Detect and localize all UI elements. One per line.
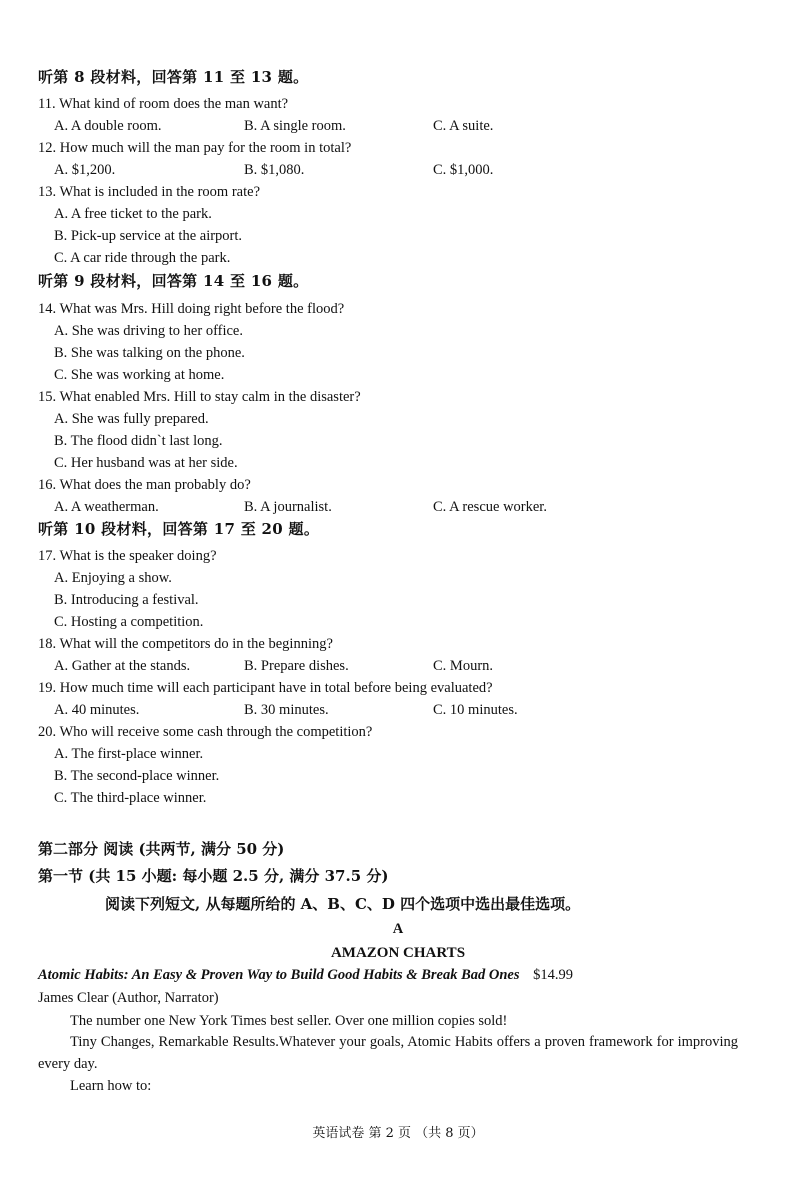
option-a: A. A double room. — [54, 118, 162, 134]
paragraph-2: Tiny Changes, Remarkable Results.Whatever your goals, Atomic Habits offers a proven framework for improving every day. — [38, 1034, 738, 1072]
option-c: C. 10 minutes. — [433, 702, 518, 718]
book-price: $14.99 — [533, 967, 573, 983]
option-b: B. She was talking on the phone. — [54, 345, 245, 361]
option-a: A. She was driving to her office. — [54, 323, 243, 339]
part-2-subtitle: 第一节 (共 15 小题: 每小题 2.5 分, 满分 37.5 分) — [38, 867, 389, 885]
option-a: A. A weatherman. — [54, 499, 159, 515]
passage-letter: A — [392, 921, 404, 937]
exam-page — [38, 0, 758, 1181]
section-9-heading: 听第 9 段材料，回答第 14 至 16 题。 — [38, 272, 309, 290]
question-18: 18. What will the competitors do in the beginning? — [38, 636, 333, 652]
book-author: James Clear (Author, Narrator) — [38, 990, 219, 1006]
option-a: A. She was fully prepared. — [54, 411, 209, 427]
question-11-options — [54, 117, 754, 135]
option-c: C. She was working at home. — [54, 367, 225, 383]
question-19-options — [54, 701, 754, 719]
option-b: B. A journalist. — [244, 499, 332, 515]
option-a: A. The first-place winner. — [54, 746, 204, 762]
option-b: B. $1,080. — [244, 162, 305, 178]
option-b: B. Prepare dishes. — [244, 658, 349, 674]
section-8-heading: 听第 8 段材料，回答第 11 至 13 题。 — [38, 68, 309, 86]
book-title: Atomic Habits: An Easy & Proven Way to Build Good Habits & Break Bad Ones — [38, 967, 520, 983]
option-c: C. Hosting a competition. — [54, 614, 204, 630]
paragraph-3: Learn how to: — [70, 1078, 152, 1094]
option-c: C. The third-place winner. — [54, 790, 207, 806]
option-c: C. A suite. — [433, 118, 494, 134]
question-16: 16. What does the man probably do? — [38, 477, 251, 493]
book-entry — [38, 966, 573, 984]
question-16-options — [54, 498, 754, 516]
option-a: A. $1,200. — [54, 162, 116, 178]
option-a: A. Gather at the stands. — [54, 658, 191, 674]
question-13: 13. What is included in the room rate? — [38, 184, 261, 200]
option-b: B. The second-place winner. — [54, 768, 220, 784]
part-2-title: 第二部分 阅读 (共两节, 满分 50 分) — [38, 840, 285, 858]
question-17: 17. What is the speaker doing? — [38, 548, 217, 564]
option-a: A. A free ticket to the park. — [54, 206, 212, 222]
option-b: B. 30 minutes. — [244, 702, 329, 718]
question-11: 11. What kind of room does the man want? — [38, 96, 289, 112]
option-b: B. Introducing a festival. — [54, 592, 199, 608]
question-18-options — [54, 657, 754, 675]
option-b: B. The flood didn`t last long. — [54, 433, 223, 449]
passage-title: AMAZON CHARTS — [330, 945, 466, 961]
option-c: C. Mourn. — [433, 658, 494, 674]
paragraph-1: The number one New York Times best seller. Over one million copies sold! — [70, 1013, 508, 1029]
question-12: 12. How much will the man pay for the room in total? — [38, 140, 352, 156]
option-c: C. A car ride through the park. — [54, 250, 231, 266]
question-12-options — [54, 161, 754, 179]
question-20: 20. Who will receive some cash through the competition? — [38, 724, 373, 740]
question-15: 15. What enabled Mrs. Hill to stay calm in the disaster? — [38, 389, 361, 405]
option-c: C. Her husband was at her side. — [54, 455, 238, 471]
option-c: C. $1,000. — [433, 162, 494, 178]
option-b: B. A single room. — [244, 118, 346, 134]
section-10-heading: 听第 10 段材料，回答第 17 至 20 题。 — [38, 520, 320, 538]
option-a: A. 40 minutes. — [54, 702, 140, 718]
option-a: A. Enjoying a show. — [54, 570, 172, 586]
page-footer: 英语试卷 第 2 页 （共 8 页） — [312, 1126, 484, 1141]
question-14: 14. What was Mrs. Hill doing right before the flood? — [38, 301, 345, 317]
reading-instruction: 阅读下列短文, 从每题所给的 A、B、C、D 四个选项中选出最佳选项。 — [105, 895, 581, 913]
question-19: 19. How much time will each participant have in total before being evaluated? — [38, 680, 493, 696]
option-b: B. Pick-up service at the airport. — [54, 228, 243, 244]
option-c: C. A rescue worker. — [433, 499, 547, 515]
